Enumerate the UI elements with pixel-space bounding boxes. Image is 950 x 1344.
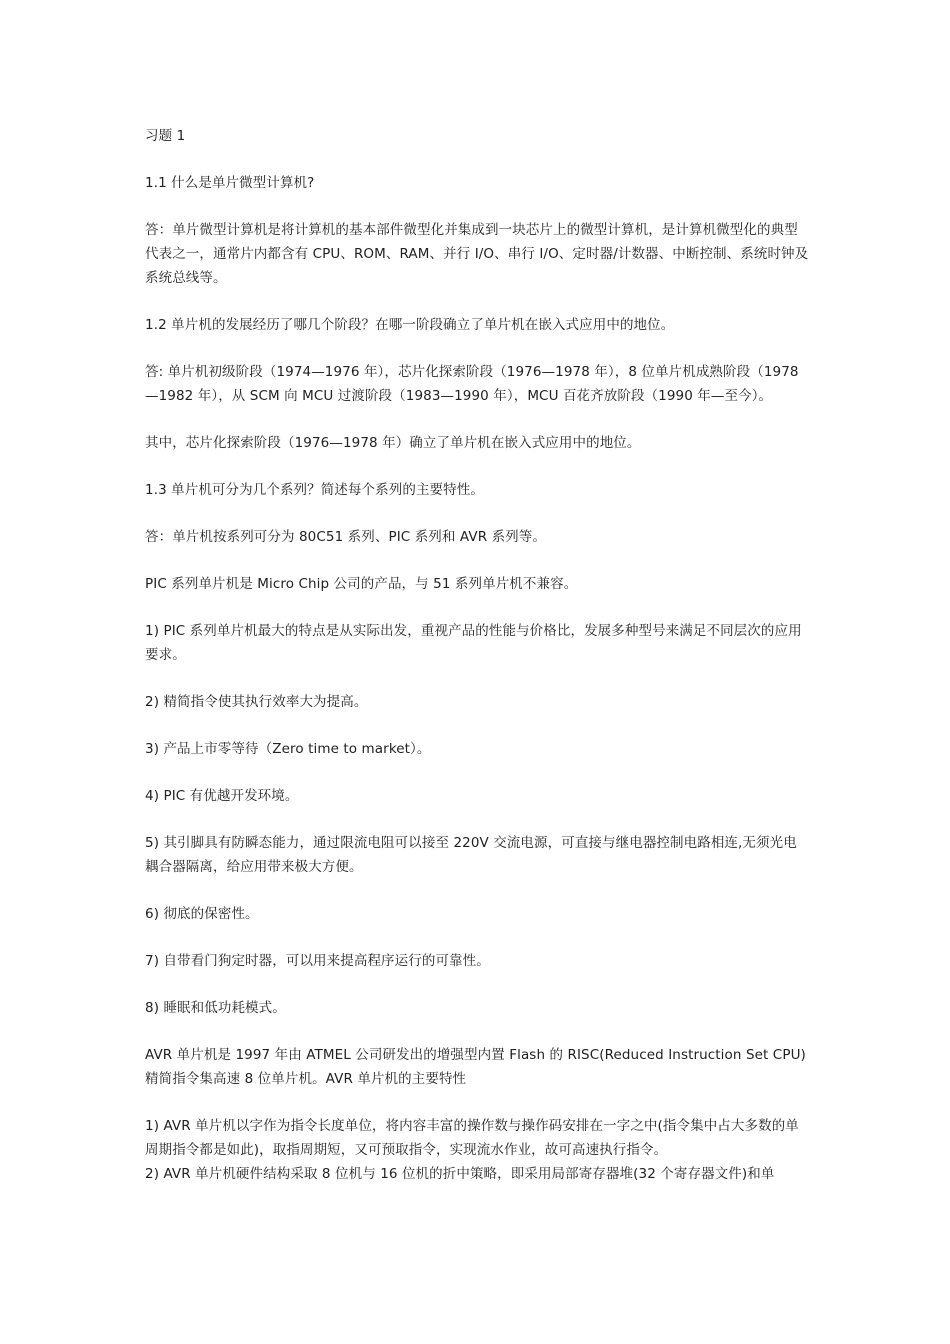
answer-1-1: 答：单片微型计算机是将计算机的基本部件微型化并集成到一块芯片上的微型计算机，是计算机微型化的典型代表之一，通常片内都含有 CPU、ROM、RAM、并行 I/O、串行 I/O、定时器/计数器、中断控制、系统时钟及系统总线等。 [145, 222, 809, 286]
document-title: 习题 1 [145, 128, 186, 144]
answer-1-2: 答: 单片机初级阶段（1974—1976 年），芯片化探索阶段（1976—1978 年），8 位单片机成熟阶段（1978—1982 年），从 SCM 向 MCU 过渡阶段（1983—1990 年），MCU 百花齐放阶段（1990 年—至今）。 [145, 364, 799, 404]
question-1-2: 1.2 单片机的发展经历了哪几个阶段？在哪一阶段确立了单片机在嵌入式应用中的地位。 [145, 317, 675, 333]
pic-feature-8: 8) 睡眠和低功耗模式。 [145, 1000, 286, 1016]
question-1-1: 1.1 什么是单片微型计算机? [145, 175, 315, 191]
answer-1-2-conclusion: 其中，芯片化探索阶段（1976—1978 年）确立了单片机在嵌入式应用中的地位。 [145, 435, 641, 451]
avr-intro: AVR 单片机是 1997 年由 ATMEL 公司研发出的增强型内置 Flash 的 RISC(Reduced Instruction Set CPU) 精简指令集高速 8 位单片机。AVR 单片机的主要特性 [145, 1047, 806, 1087]
pic-feature-3: 3) 产品上市零等待（Zero time to market）。 [145, 741, 431, 757]
pic-feature-6: 6) 彻底的保密性。 [145, 906, 259, 922]
answer-1-3: 答：单片机按系列可分为 80C51 系列、PIC 系列和 AVR 系列等。 [145, 529, 546, 545]
document-page [145, 124, 810, 1186]
pic-feature-7: 7) 自带看门狗定时器，可以用来提高程序运行的可靠性。 [145, 953, 490, 969]
pic-feature-1: 1) PIC 系列单片机最大的特点是从实际出发，重视产品的性能与价格比，发展多种型号来满足不同层次的应用要求。 [145, 623, 802, 663]
avr-feature-2: 2) AVR 单片机硬件结构采取 8 位机与 16 位机的折中策略，即采用局部寄存器堆(32 个寄存器文件)和单 [145, 1166, 775, 1182]
avr-feature-1: 1) AVR 单片机以字作为指令长度单位，将内容丰富的操作数与操作码安排在一字之中(指令集中占大多数的单周期指令都是如此)，取指周期短，又可预取指令，实现流水作业，故可高速执行指令。 [145, 1118, 799, 1158]
pic-feature-5: 5) 其引脚具有防瞬态能力，通过限流电阻可以接至 220V 交流电源，可直接与继电器控制电路相连,无须光电耦合器隔离，给应用带来极大方便。 [145, 835, 797, 875]
pic-feature-4: 4) PIC 有优越开发环境。 [145, 788, 299, 804]
pic-intro: PIC 系列单片机是 Micro Chip 公司的产品，与 51 系列单片机不兼容。 [145, 576, 578, 592]
question-1-3: 1.3 单片机可分为几个系列？简述每个系列的主要特性。 [145, 482, 484, 498]
pic-feature-2: 2) 精简指令使其执行效率大为提高。 [145, 694, 368, 710]
